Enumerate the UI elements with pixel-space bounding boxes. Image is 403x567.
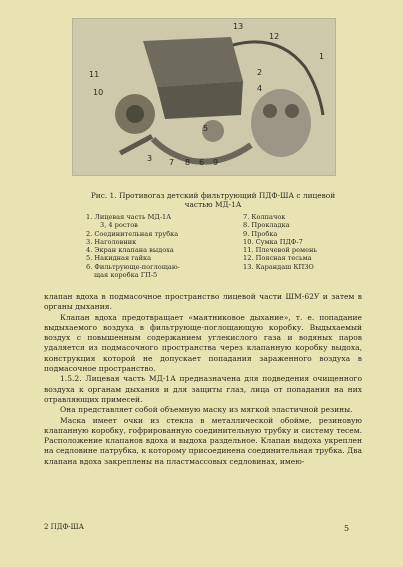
figure-label-13: 13 [233, 22, 244, 31]
body-paragraph: Клапан вдоха предотвращает «маятниковое дыхание», т. е. попадание выдыхаемого воздуха в фильтрующе-поглощающую коробку. Выдыхаемый воздух с повышенным содержанием углекислого газа и водяных паров удаляется из подмасочного пространства через клапанную коробку выдоха, конструкция которой не допускает попадания зараженного воздуха в подмасочное пространство. [44, 312, 362, 374]
legend-item: 6. Фильтрующе-поглощаю- [86, 262, 180, 271]
gas-mask-illustration [73, 19, 335, 175]
body-paragraph: Маска имеет очки из стекла в металлической обойме, резиновую клапанную коробку, гофрированную соединительную трубку и систему тесем. Расположение клапанов вдоха и выдоха раздельное. Клапан выдоха укреплен на седловине патрубка, к которому присоединена соединительная трубка. Два клапана вдоха закреплены на пластмассовых седловинах, имею- [44, 415, 362, 466]
legend-item: 12. Поясная тесьма [243, 254, 312, 263]
figure-caption: Рис. 1. Противогаз детский фильтрующий ПДФ-ША с лицевой частью МД-1А [90, 191, 336, 209]
figure-label-5: 5 [203, 124, 209, 133]
legend-item: 2. Соединительная трубка [86, 229, 179, 238]
body-paragraph: клапан вдоха в подмасочное пространство лицевой части ШМ-62У и затем в органы дыхания. [44, 292, 362, 312]
figure-label-11: 11 [89, 70, 100, 79]
legend-item: щая коробка ГП-5 [94, 271, 158, 280]
legend-item: 7. Колпачок [243, 213, 286, 221]
product-photo [72, 18, 336, 176]
legend-right-column [243, 213, 353, 271]
body-paragraph: 1.5.2. Лицевая часть МД-1А предназначена для подведения очищенного воздуха к органам дыхания и для защиты глаз, лица от попадания на них отравляющих примесей. [44, 374, 362, 404]
body-paragraph: Она представляет собой объемную маску из мягкой эластичной резины. [60, 405, 353, 415]
bag-shape [143, 37, 243, 87]
legend-left-column [86, 213, 226, 279]
figure-label-6: 6 [199, 158, 205, 167]
legend-item: 8. Прокладка [243, 221, 290, 230]
legend-item: 11. Плечевой ремень [243, 246, 317, 255]
figure-label-9: 9 [213, 158, 219, 167]
figure-label-4: 4 [257, 84, 263, 93]
legend-item: 13. Карандаш КПЗО [243, 262, 314, 271]
legend-item: 5. Накидная гайка [86, 254, 152, 263]
body-text [44, 292, 362, 467]
figure-label-8: 8 [185, 158, 191, 167]
figure-label-3: 3 [147, 154, 153, 163]
figure-label-7: 7 [169, 158, 175, 167]
figure-label-1: 1 [319, 52, 325, 61]
figure-label-12: 12 [269, 32, 280, 41]
footer-signature: 2 ПДФ-ША [44, 523, 84, 531]
legend-item: 3. Наголовник [86, 237, 137, 246]
figure-label-2: 2 [257, 68, 263, 77]
legend-item: 10. Сумка ПДФ-7 [243, 237, 303, 246]
figure-label-10: 10 [93, 88, 104, 97]
legend-item: 1. Лицевая часть МД-1А [86, 213, 172, 221]
page-number: 5 [344, 524, 350, 533]
mask-shape [251, 89, 311, 157]
legend-item: 3, 4 ростов [100, 221, 138, 230]
legend-item: 4. Экран клапана выдоха [86, 246, 174, 255]
legend-item: 9. Пробка [243, 229, 278, 238]
